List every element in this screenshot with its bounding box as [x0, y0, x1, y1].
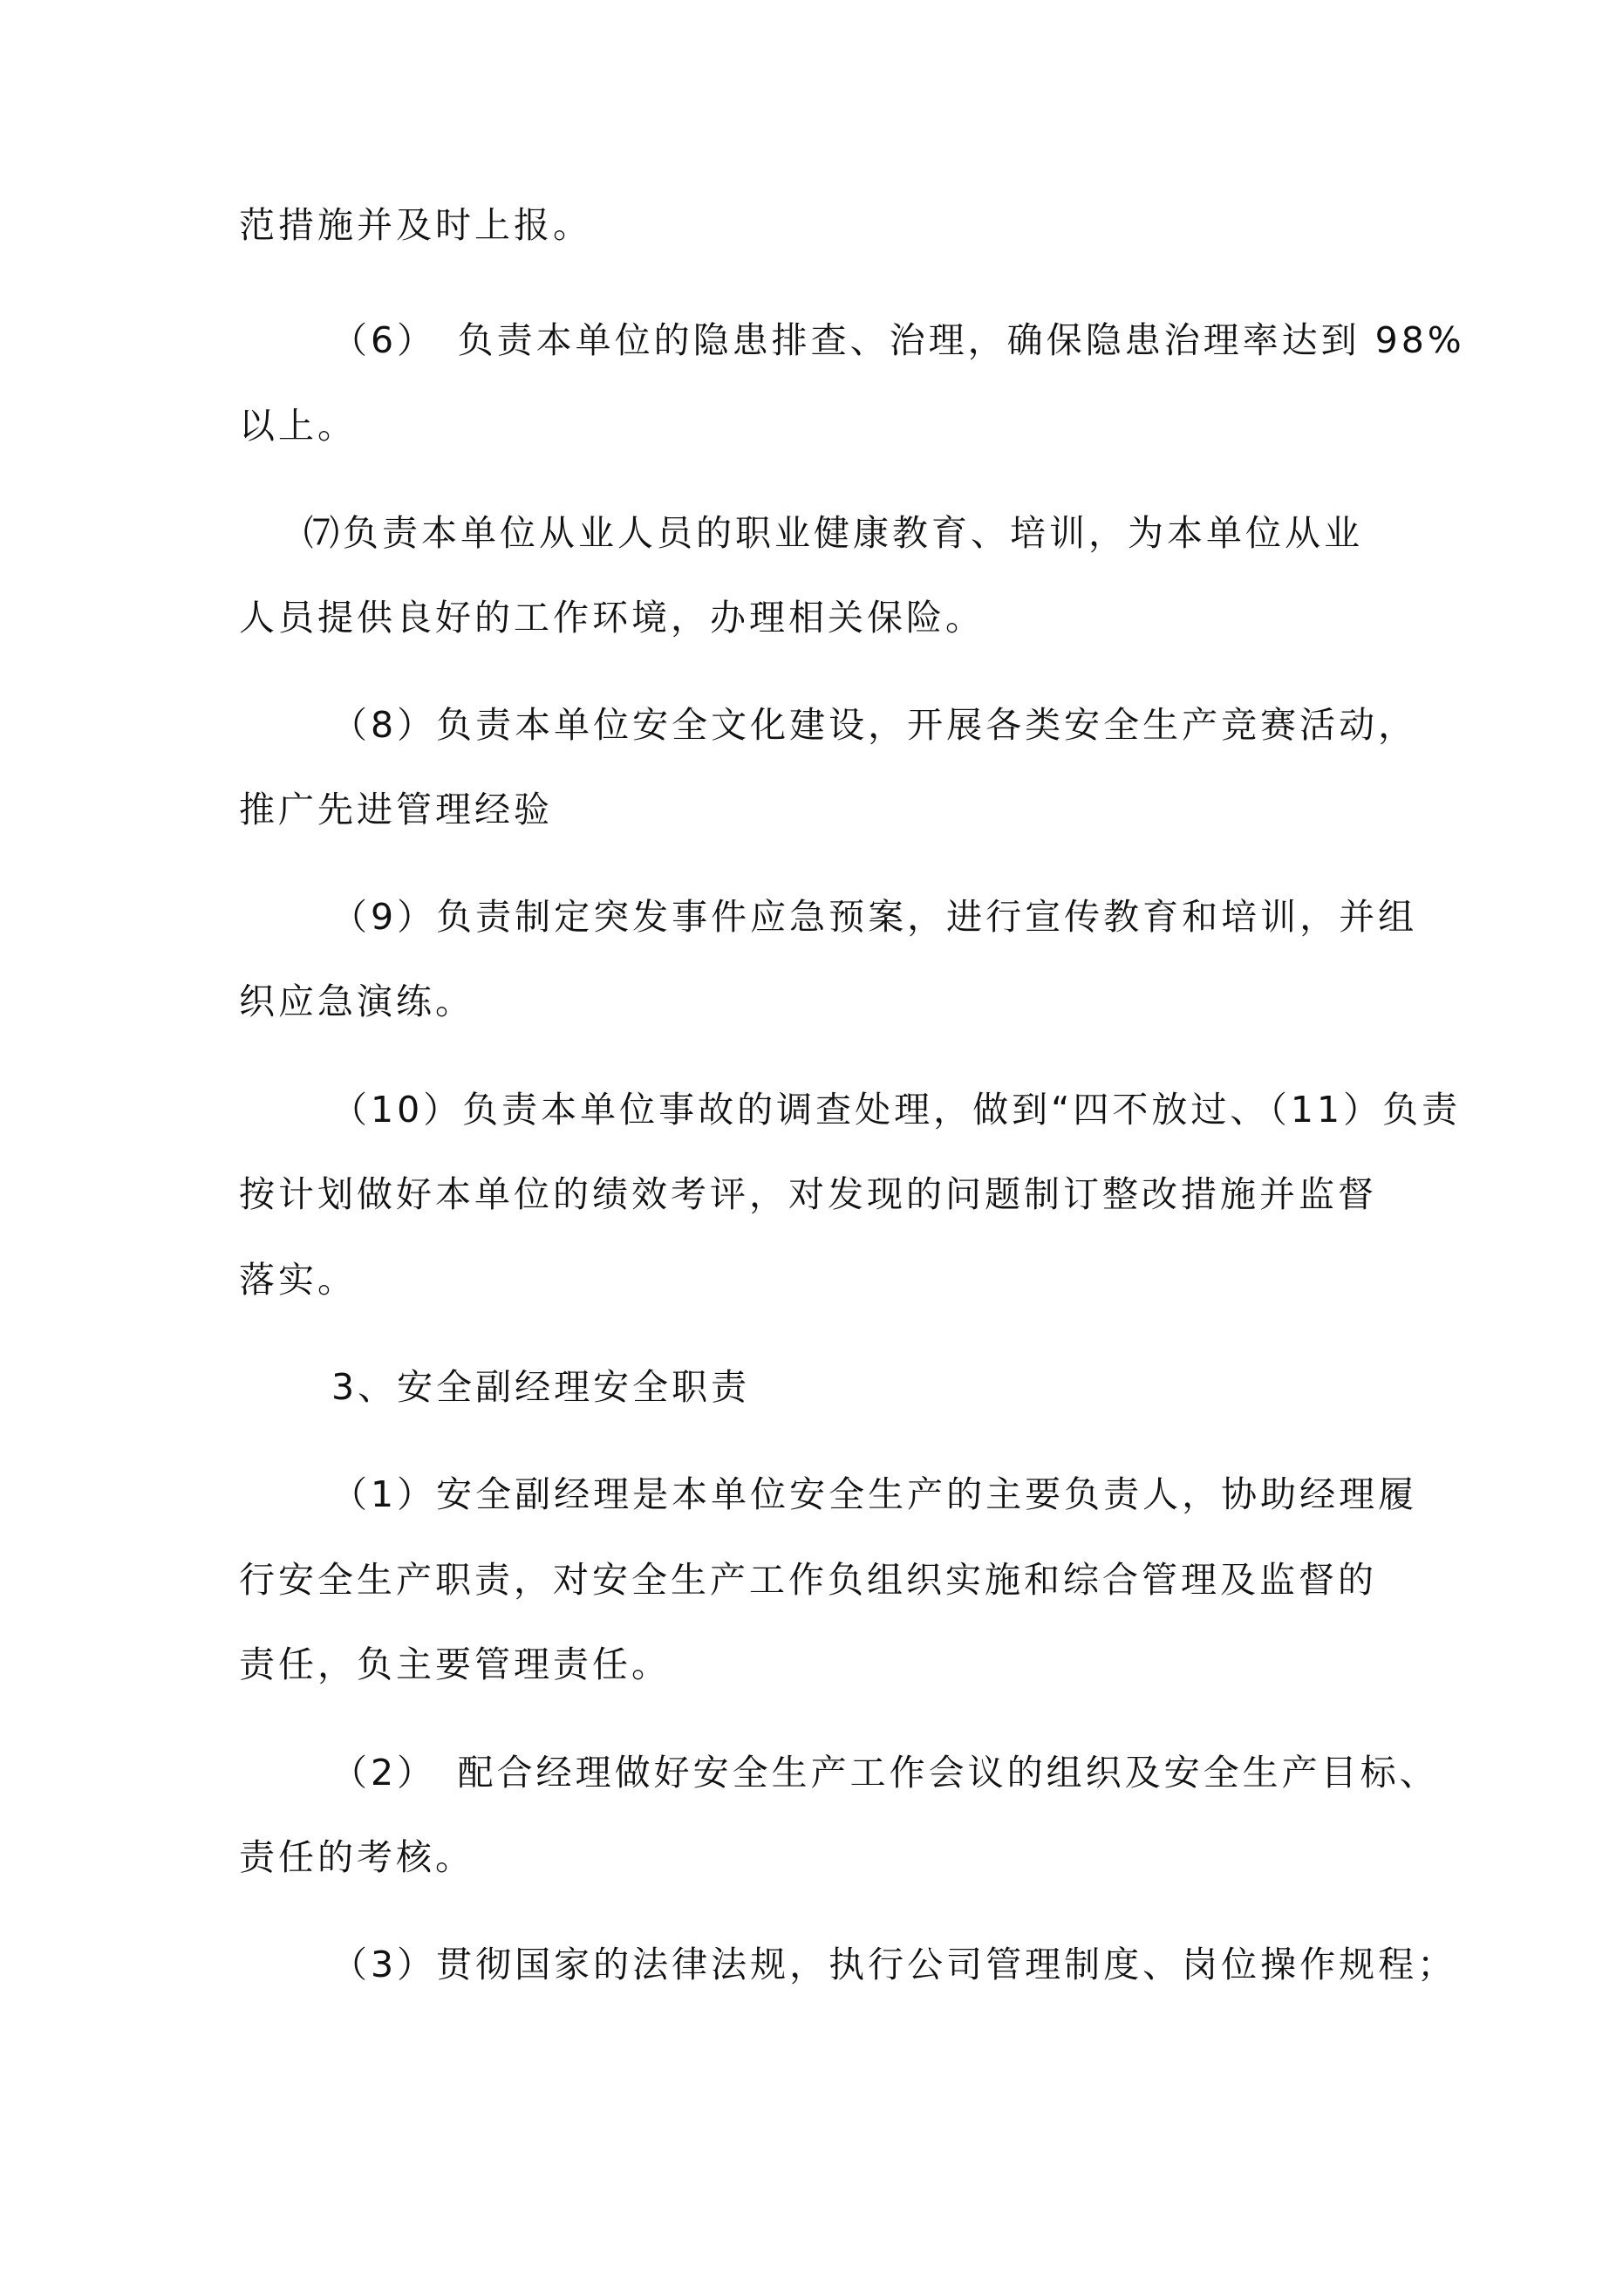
text-line: （1）安全副经理是本单位安全生产的主要负责人，协助经理履 [331, 1473, 1418, 1515]
text-line: （10）负责本单位事故的调查处理，做到“四不放过、（11）负责 [331, 1089, 1462, 1131]
text-line: 行安全生产职责，对安全生产工作负组织实施和综合管理及监督的 [239, 1559, 1377, 1601]
text-line: （2） 配合经理做好安全生产工作会议的组织及安全生产目标、 [331, 1752, 1439, 1794]
text-line: 按计划做好本单位的绩效考评，对发现的问题制订整改措施并监督 [239, 1173, 1377, 1215]
text-line: 责任的考核。 [239, 1836, 474, 1878]
text-line: 人员提供良好的工作环境，办理相关保险。 [239, 597, 985, 639]
section-heading: 3、安全副经理安全职责 [331, 1366, 751, 1408]
text-line: 以上。 [239, 405, 357, 447]
text-line: 范措施并及时上报。 [239, 204, 592, 246]
text-line: 责任，负主要管理责任。 [239, 1643, 671, 1685]
text-line: 落实。 [239, 1259, 357, 1301]
text-line: （8）负责本单位安全文化建设，开展各类安全生产竞赛活动， [331, 704, 1418, 746]
text-line: ⑺负责本单位从业人员的职业健康教育、培训，为本单位从业 [303, 512, 1363, 554]
text-line: （9）负责制定突发事件应急预案，进行宣传教育和培训，并组 [331, 896, 1418, 938]
text-line: 织应急演练。 [239, 981, 474, 1022]
text-line: （3）贯彻国家的法律法规，执行公司管理制度、岗位操作规程； [331, 1944, 1457, 1985]
text-line: 推广先进管理经验 [239, 789, 553, 830]
text-line: （6） 负责本单位的隐患排查、治理，确保隐患治理率达到 98% [331, 319, 1465, 361]
